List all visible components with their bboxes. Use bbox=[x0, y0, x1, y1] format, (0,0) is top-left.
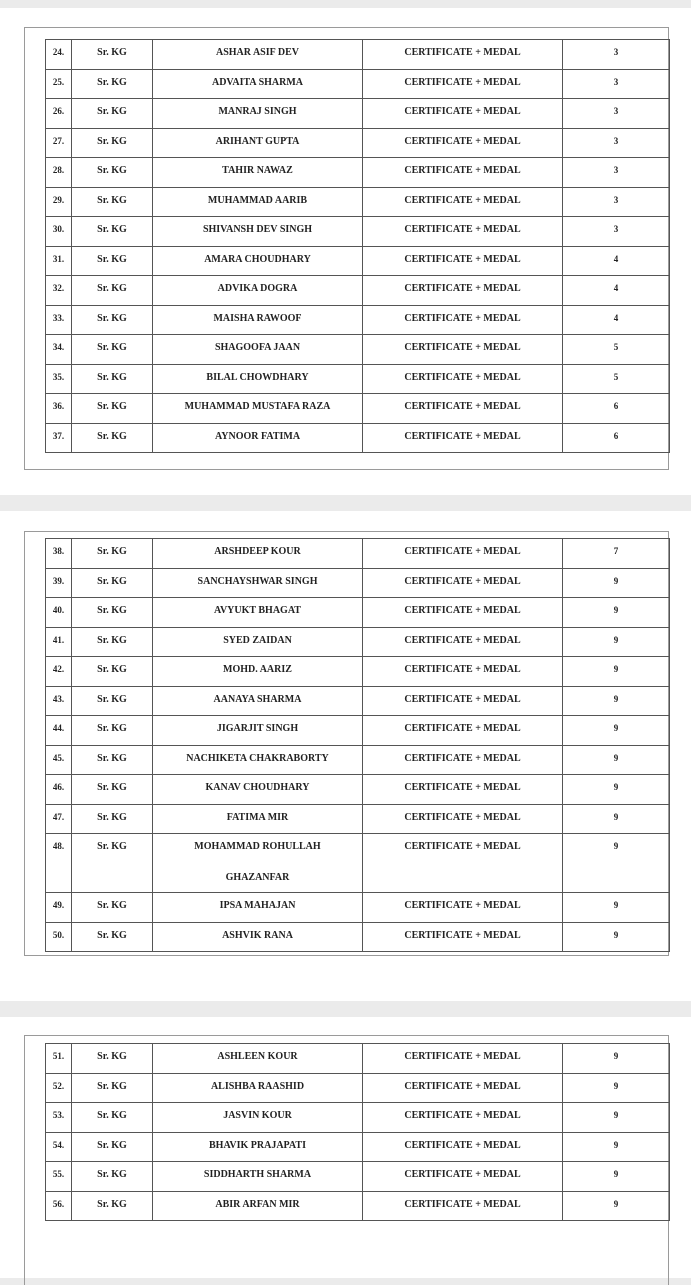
rank-cell: 3 bbox=[563, 69, 670, 99]
table-row bbox=[46, 1132, 670, 1162]
award-cell: CERTIFICATE + MEDAL bbox=[363, 775, 563, 805]
award-cell: CERTIFICATE + MEDAL bbox=[363, 657, 563, 687]
table-row bbox=[46, 364, 670, 394]
table-row bbox=[46, 305, 670, 335]
table-row bbox=[46, 775, 670, 805]
student-name-line-1: MOHAMMAD ROHULLAH bbox=[194, 841, 321, 852]
rank-cell: 3 bbox=[563, 217, 670, 247]
serial-number-cell: 44. bbox=[46, 716, 72, 746]
table-row bbox=[46, 335, 670, 365]
table-row bbox=[46, 745, 670, 775]
serial-number-cell: 40. bbox=[46, 598, 72, 628]
rank-cell: 9 bbox=[563, 716, 670, 746]
serial-number-cell: 24. bbox=[46, 40, 72, 70]
table-row bbox=[46, 246, 670, 276]
table-row bbox=[46, 804, 670, 834]
award-cell: CERTIFICATE + MEDAL bbox=[363, 686, 563, 716]
table-row bbox=[46, 40, 670, 70]
rank-cell: 9 bbox=[563, 834, 670, 893]
award-cell: CERTIFICATE + MEDAL bbox=[363, 1191, 563, 1221]
rank-cell: 9 bbox=[563, 686, 670, 716]
award-cell: CERTIFICATE + MEDAL bbox=[363, 187, 563, 217]
serial-number-cell: 29. bbox=[46, 187, 72, 217]
rank-cell: 9 bbox=[563, 1044, 670, 1074]
award-cell: CERTIFICATE + MEDAL bbox=[363, 394, 563, 424]
serial-number-cell: 43. bbox=[46, 686, 72, 716]
serial-number-cell: 50. bbox=[46, 922, 72, 952]
serial-number-cell: 32. bbox=[46, 276, 72, 306]
class-cell: Sr. KG bbox=[72, 745, 153, 775]
table-row bbox=[46, 893, 670, 923]
class-cell: Sr. KG bbox=[72, 69, 153, 99]
student-name-cell: MOHD. AARIZ bbox=[153, 657, 363, 687]
student-name-line-2: GHAZANFAR bbox=[225, 872, 290, 883]
awards-table bbox=[45, 39, 670, 453]
class-cell: Sr. KG bbox=[72, 305, 153, 335]
rank-cell: 3 bbox=[563, 99, 670, 129]
award-cell: CERTIFICATE + MEDAL bbox=[363, 1044, 563, 1074]
award-cell: CERTIFICATE + MEDAL bbox=[363, 893, 563, 923]
rank-cell: 6 bbox=[563, 394, 670, 424]
serial-number-cell: 35. bbox=[46, 364, 72, 394]
award-cell: CERTIFICATE + MEDAL bbox=[363, 539, 563, 569]
rank-cell: 3 bbox=[563, 158, 670, 188]
rank-cell: 3 bbox=[563, 40, 670, 70]
rank-cell: 9 bbox=[563, 804, 670, 834]
class-cell: Sr. KG bbox=[72, 1044, 153, 1074]
award-cell: CERTIFICATE + MEDAL bbox=[363, 598, 563, 628]
student-name-cell: AANAYA SHARMA bbox=[153, 686, 363, 716]
award-cell: CERTIFICATE + MEDAL bbox=[363, 158, 563, 188]
student-name-cell: ASHVIK RANA bbox=[153, 922, 363, 952]
rank-cell: 9 bbox=[563, 1073, 670, 1103]
serial-number-cell: 42. bbox=[46, 657, 72, 687]
serial-number-cell: 47. bbox=[46, 804, 72, 834]
class-cell: Sr. KG bbox=[72, 539, 153, 569]
rank-cell: 9 bbox=[563, 1162, 670, 1192]
student-name-cell: ARSHDEEP KOUR bbox=[153, 539, 363, 569]
document-page-3 bbox=[0, 1017, 691, 1278]
rank-cell: 9 bbox=[563, 775, 670, 805]
student-name-cell: MUHAMMAD AARIB bbox=[153, 187, 363, 217]
rank-cell: 9 bbox=[563, 568, 670, 598]
student-name-cell: SHAGOOFA JAAN bbox=[153, 335, 363, 365]
class-cell: Sr. KG bbox=[72, 834, 153, 893]
awards-table bbox=[45, 538, 670, 952]
award-cell: CERTIFICATE + MEDAL bbox=[363, 716, 563, 746]
rank-cell: 9 bbox=[563, 745, 670, 775]
class-cell: Sr. KG bbox=[72, 598, 153, 628]
table-row bbox=[46, 394, 670, 424]
class-cell: Sr. KG bbox=[72, 893, 153, 923]
class-cell: Sr. KG bbox=[72, 804, 153, 834]
serial-number-cell: 25. bbox=[46, 69, 72, 99]
award-cell: CERTIFICATE + MEDAL bbox=[363, 364, 563, 394]
serial-number-cell: 38. bbox=[46, 539, 72, 569]
award-cell: CERTIFICATE + MEDAL bbox=[363, 305, 563, 335]
serial-number-cell: 37. bbox=[46, 423, 72, 453]
serial-number-cell: 27. bbox=[46, 128, 72, 158]
serial-number-cell: 49. bbox=[46, 893, 72, 923]
class-cell: Sr. KG bbox=[72, 627, 153, 657]
class-cell: Sr. KG bbox=[72, 364, 153, 394]
serial-number-cell: 33. bbox=[46, 305, 72, 335]
serial-number-cell: 54. bbox=[46, 1132, 72, 1162]
table-row bbox=[46, 423, 670, 453]
serial-number-cell: 46. bbox=[46, 775, 72, 805]
table-row bbox=[46, 539, 670, 569]
table-row bbox=[46, 187, 670, 217]
award-cell: CERTIFICATE + MEDAL bbox=[363, 217, 563, 247]
class-cell: Sr. KG bbox=[72, 1132, 153, 1162]
table-row bbox=[46, 657, 670, 687]
serial-number-cell: 31. bbox=[46, 246, 72, 276]
student-name-cell: KANAV CHOUDHARY bbox=[153, 775, 363, 805]
student-name-cell: ARIHANT GUPTA bbox=[153, 128, 363, 158]
table-row bbox=[46, 568, 670, 598]
serial-number-cell: 55. bbox=[46, 1162, 72, 1192]
table-row bbox=[46, 99, 670, 129]
awards-table bbox=[45, 1043, 670, 1221]
student-name-cell: SYED ZAIDAN bbox=[153, 627, 363, 657]
class-cell: Sr. KG bbox=[72, 657, 153, 687]
award-cell: CERTIFICATE + MEDAL bbox=[363, 568, 563, 598]
class-cell: Sr. KG bbox=[72, 716, 153, 746]
student-name-cell: IPSA MAHAJAN bbox=[153, 893, 363, 923]
rank-cell: 4 bbox=[563, 305, 670, 335]
page-gap bbox=[0, 495, 691, 511]
rank-cell: 4 bbox=[563, 246, 670, 276]
class-cell: Sr. KG bbox=[72, 187, 153, 217]
student-name-cell: BILAL CHOWDHARY bbox=[153, 364, 363, 394]
student-name-cell: AYNOOR FATIMA bbox=[153, 423, 363, 453]
serial-number-cell: 41. bbox=[46, 627, 72, 657]
class-cell: Sr. KG bbox=[72, 128, 153, 158]
student-name-cell: SIDDHARTH SHARMA bbox=[153, 1162, 363, 1192]
class-cell: Sr. KG bbox=[72, 1162, 153, 1192]
class-cell: Sr. KG bbox=[72, 1073, 153, 1103]
class-cell: Sr. KG bbox=[72, 99, 153, 129]
rank-cell: 9 bbox=[563, 1191, 670, 1221]
award-cell: CERTIFICATE + MEDAL bbox=[363, 745, 563, 775]
student-name-cell: ASHAR ASIF DEV bbox=[153, 40, 363, 70]
student-name-cell: JASVIN KOUR bbox=[153, 1103, 363, 1133]
student-name-cell: ALISHBA RAASHID bbox=[153, 1073, 363, 1103]
serial-number-cell: 45. bbox=[46, 745, 72, 775]
serial-number-cell: 30. bbox=[46, 217, 72, 247]
class-cell: Sr. KG bbox=[72, 775, 153, 805]
serial-number-cell: 28. bbox=[46, 158, 72, 188]
award-cell: CERTIFICATE + MEDAL bbox=[363, 834, 563, 893]
student-name-cell: AVYUKT BHAGAT bbox=[153, 598, 363, 628]
class-cell: Sr. KG bbox=[72, 1103, 153, 1133]
award-cell: CERTIFICATE + MEDAL bbox=[363, 99, 563, 129]
rank-cell: 9 bbox=[563, 627, 670, 657]
serial-number-cell: 48. bbox=[46, 834, 72, 893]
award-cell: CERTIFICATE + MEDAL bbox=[363, 1132, 563, 1162]
award-cell: CERTIFICATE + MEDAL bbox=[363, 922, 563, 952]
serial-number-cell: 36. bbox=[46, 394, 72, 424]
rank-cell: 9 bbox=[563, 1132, 670, 1162]
student-name-cell: TAHIR NAWAZ bbox=[153, 158, 363, 188]
award-cell: CERTIFICATE + MEDAL bbox=[363, 1162, 563, 1192]
student-name-cell: SANCHAYSHWAR SINGH bbox=[153, 568, 363, 598]
document-page-2 bbox=[0, 511, 691, 1001]
student-name-cell: MAISHA RAWOOF bbox=[153, 305, 363, 335]
table-row bbox=[46, 716, 670, 746]
award-cell: CERTIFICATE + MEDAL bbox=[363, 128, 563, 158]
rank-cell: 9 bbox=[563, 657, 670, 687]
class-cell: Sr. KG bbox=[72, 686, 153, 716]
serial-number-cell: 26. bbox=[46, 99, 72, 129]
serial-number-cell: 51. bbox=[46, 1044, 72, 1074]
table-row bbox=[46, 217, 670, 247]
page-gap-top bbox=[0, 0, 691, 8]
student-name-cell: AMARA CHOUDHARY bbox=[153, 246, 363, 276]
rank-cell: 4 bbox=[563, 276, 670, 306]
class-cell: Sr. KG bbox=[72, 276, 153, 306]
rank-cell: 5 bbox=[563, 335, 670, 365]
award-cell: CERTIFICATE + MEDAL bbox=[363, 69, 563, 99]
table-row bbox=[46, 686, 670, 716]
student-name-cell: MANRAJ SINGH bbox=[153, 99, 363, 129]
student-name-cell: ADVIKA DOGRA bbox=[153, 276, 363, 306]
class-cell: Sr. KG bbox=[72, 394, 153, 424]
student-name-cell: ADVAITA SHARMA bbox=[153, 69, 363, 99]
table-row bbox=[46, 1162, 670, 1192]
rank-cell: 3 bbox=[563, 128, 670, 158]
serial-number-cell: 34. bbox=[46, 335, 72, 365]
serial-number-cell: 53. bbox=[46, 1103, 72, 1133]
table-row bbox=[46, 158, 670, 188]
serial-number-cell: 52. bbox=[46, 1073, 72, 1103]
class-cell: Sr. KG bbox=[72, 217, 153, 247]
student-name-cell: FATIMA MIR bbox=[153, 804, 363, 834]
class-cell: Sr. KG bbox=[72, 568, 153, 598]
award-cell: CERTIFICATE + MEDAL bbox=[363, 627, 563, 657]
table-row bbox=[46, 1103, 670, 1133]
table-row bbox=[46, 1073, 670, 1103]
class-cell: Sr. KG bbox=[72, 423, 153, 453]
serial-number-cell: 39. bbox=[46, 568, 72, 598]
page-gap bbox=[0, 1001, 691, 1017]
class-cell: Sr. KG bbox=[72, 1191, 153, 1221]
student-name-cell: ASHLEEN KOUR bbox=[153, 1044, 363, 1074]
serial-number-cell: 56. bbox=[46, 1191, 72, 1221]
award-cell: CERTIFICATE + MEDAL bbox=[363, 804, 563, 834]
award-cell: CERTIFICATE + MEDAL bbox=[363, 1103, 563, 1133]
rank-cell: 9 bbox=[563, 893, 670, 923]
rank-cell: 9 bbox=[563, 922, 670, 952]
document-page-1 bbox=[0, 8, 691, 495]
award-cell: CERTIFICATE + MEDAL bbox=[363, 276, 563, 306]
award-cell: CERTIFICATE + MEDAL bbox=[363, 246, 563, 276]
award-cell: CERTIFICATE + MEDAL bbox=[363, 423, 563, 453]
award-cell: CERTIFICATE + MEDAL bbox=[363, 40, 563, 70]
student-name-cell: MUHAMMAD MUSTAFA RAZA bbox=[153, 394, 363, 424]
table-row bbox=[46, 627, 670, 657]
student-name-cell: NACHIKETA CHAKRABORTY bbox=[153, 745, 363, 775]
table-row bbox=[46, 276, 670, 306]
class-cell: Sr. KG bbox=[72, 335, 153, 365]
class-cell: Sr. KG bbox=[72, 40, 153, 70]
student-name-cell bbox=[153, 834, 363, 893]
table-row bbox=[46, 128, 670, 158]
rank-cell: 6 bbox=[563, 423, 670, 453]
rank-cell: 5 bbox=[563, 364, 670, 394]
student-name-cell: ABIR ARFAN MIR bbox=[153, 1191, 363, 1221]
rank-cell: 9 bbox=[563, 598, 670, 628]
table-row bbox=[46, 598, 670, 628]
student-name-cell: SHIVANSH DEV SINGH bbox=[153, 217, 363, 247]
class-cell: Sr. KG bbox=[72, 922, 153, 952]
class-cell: Sr. KG bbox=[72, 158, 153, 188]
student-name-cell: JIGARJIT SINGH bbox=[153, 716, 363, 746]
table-row bbox=[46, 69, 670, 99]
class-cell: Sr. KG bbox=[72, 246, 153, 276]
table-row bbox=[46, 922, 670, 952]
table-row bbox=[46, 834, 670, 893]
rank-cell: 9 bbox=[563, 1103, 670, 1133]
award-cell: CERTIFICATE + MEDAL bbox=[363, 1073, 563, 1103]
award-cell: CERTIFICATE + MEDAL bbox=[363, 335, 563, 365]
table-row bbox=[46, 1044, 670, 1074]
rank-cell: 7 bbox=[563, 539, 670, 569]
table-row bbox=[46, 1191, 670, 1221]
rank-cell: 3 bbox=[563, 187, 670, 217]
student-name-cell: BHAVIK PRAJAPATI bbox=[153, 1132, 363, 1162]
